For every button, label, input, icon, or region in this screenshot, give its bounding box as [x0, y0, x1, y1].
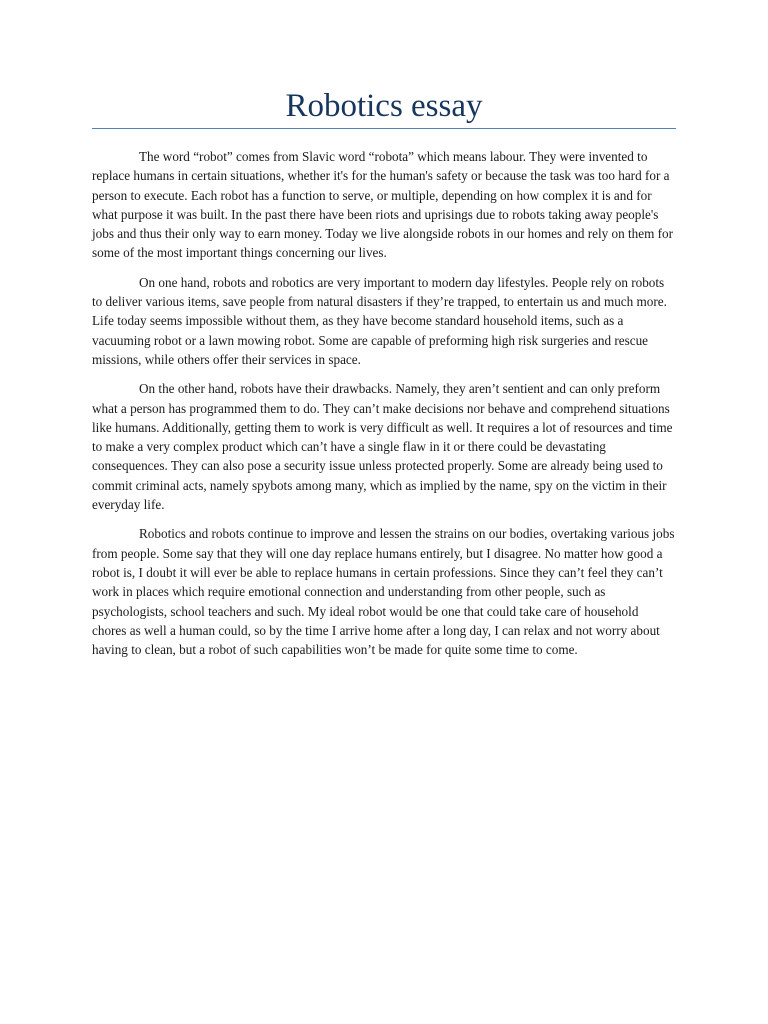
paragraph-3: On the other hand, robots have their drawbacks. Namely, they aren’t sentient and can only preform what a person has programmed them to do. They can’t make decisions nor behave and comprehend situations like humans. Additionally, getting them to work is very difficult as well. It requires a lot of resources and time to make a very complex product which can’t have a single flaw in it or there could be devastating consequences. They can also pose a security issue unless protected properly. Some are already being used to commit criminal acts, namely spybots among many, which as implied by the name, spy on the victim in their everyday life.: [92, 381, 673, 513]
paragraph-4: Robotics and robots continue to improve and lessen the strains on our bodies, overtaking various jobs from people. Some say that they will one day replace humans entirely, but I disagree. No matter how good a robot is, I doubt it will ever be able to replace humans in certain professions. Since they can’t feel they can’t work in places which require emotional connection and understanding from other people, such as psychologists, school teachers and such. My ideal robot would be one that could take care of household chores as well a human could, so by the time I arrive home after a long day, I can relax and not worry about having to clean, but a robot of such capabilities won’t be made for quite some time to come.: [92, 526, 675, 658]
paragraph-2: On one hand, robots and robotics are very important to modern day lifestyles. People rely on robots to deliver various items, save people from natural disasters if they’re trapped, to entertain us and much more. Life today seems impossible without them, as they have become standard household items, such as a vacuuming robot or a lawn mowing robot. Some are capable of preforming high risk surgeries and rescue missions, while others offer their services in space.: [92, 274, 667, 367]
document-title: Robotics essay: [285, 88, 483, 124]
paragraph-1: The word “robot” comes from Slavic word “robota” which means labour. They were invented to replace humans in certain situations, whether it's for the human's safety or because the task was too hard for a person to execute. Each robot has a function to serve, or multiple, depending on how complex it is and for what purpose it was built. In the past there have been riots and uprisings due to robots taking away people's jobs and thus their only way to earn money. Today we live alongside robots in our homes and rely on them for some of the most important things concerning our lives.: [92, 149, 674, 261]
title-underline-rule: [92, 128, 676, 129]
document-body: [92, 147, 676, 669]
